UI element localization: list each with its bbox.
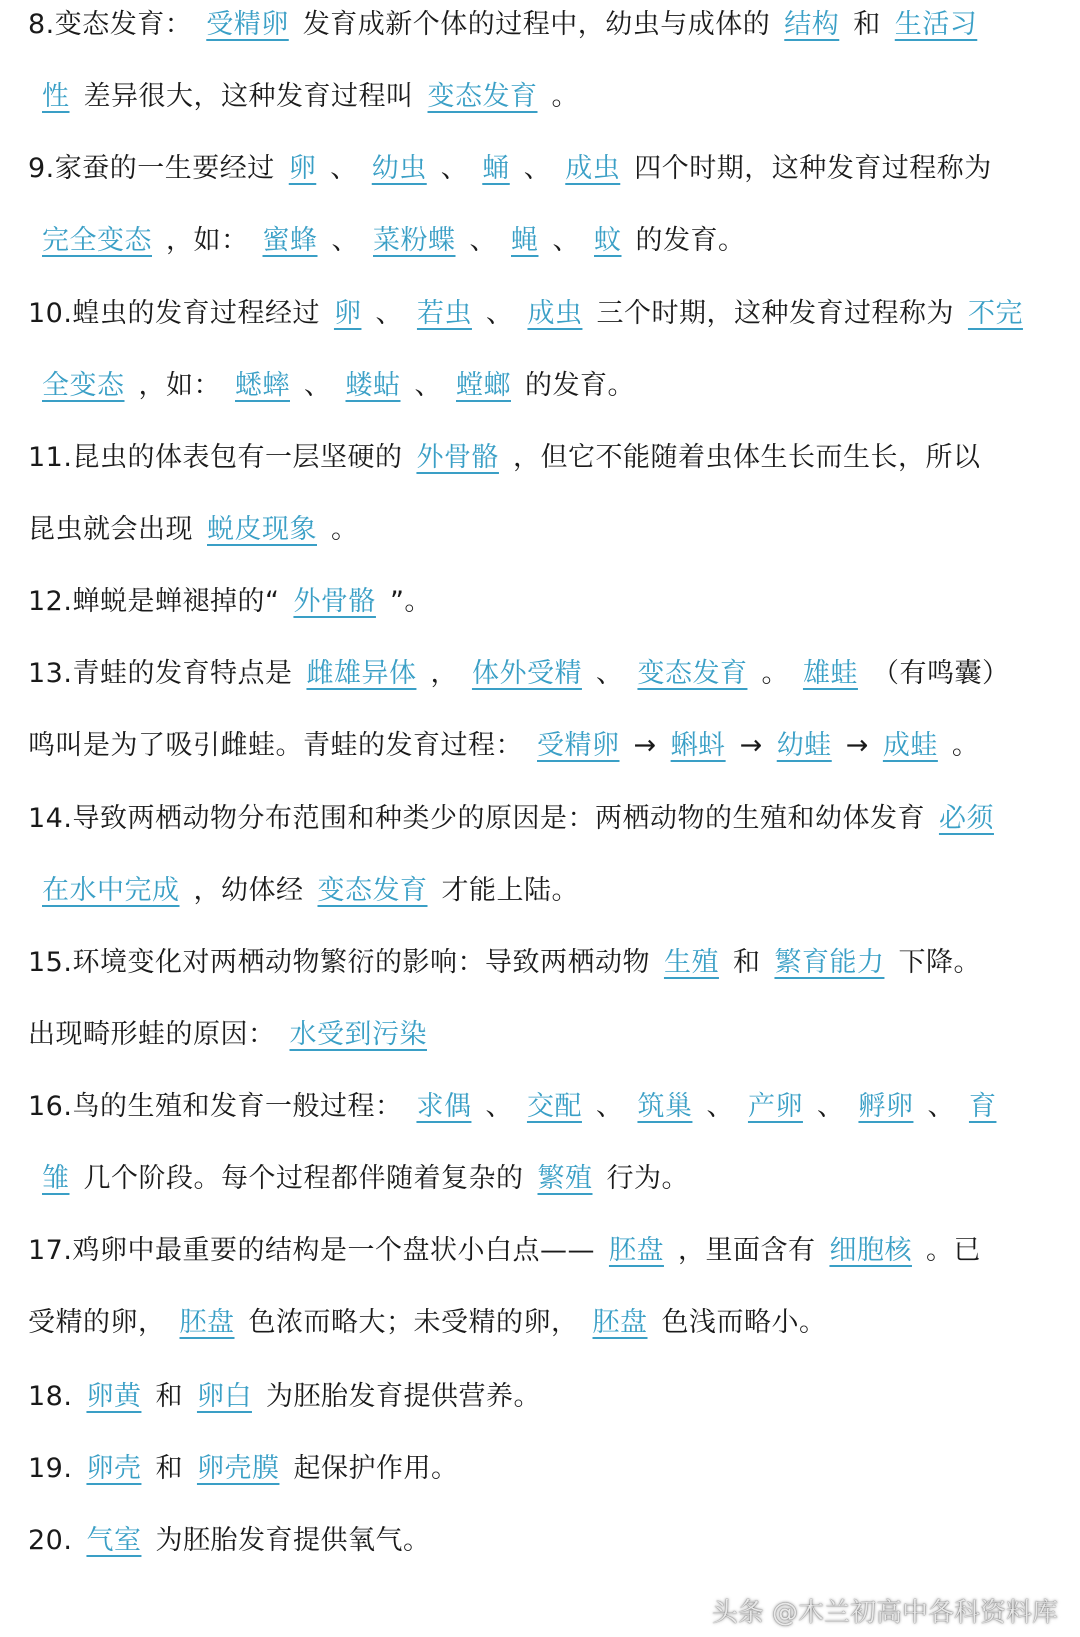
text-line [28, 5, 991, 45]
text-line [28, 1303, 827, 1343]
answer-blank: 外骨骼 [416, 442, 499, 473]
text-line [28, 1087, 1010, 1127]
answer-blank: 卵壳膜 [196, 1453, 280, 1484]
statement-text: 、 [414, 370, 442, 401]
answer-blank: 繁育能力 [774, 947, 885, 978]
statement-text: 。 [331, 514, 359, 545]
statement-text: 8.变态发育： [28, 9, 193, 40]
answer-blank: 变态发育 [317, 875, 428, 906]
statement-text: 和 [155, 1453, 183, 1484]
statement-text: 9.家蚕的一生要经过 [28, 153, 275, 184]
answer-blank: 求偶 [416, 1091, 472, 1122]
text-line [28, 1231, 981, 1271]
answer-blank: 交配 [526, 1091, 582, 1122]
statement-text: 和 [732, 947, 761, 978]
statement-text: 色浅而略小。 [661, 1307, 827, 1338]
statement-text: 、 [816, 1091, 845, 1122]
statement-text: 的发育。 [635, 225, 746, 256]
text-line [28, 726, 979, 766]
answer-blank: 变态发育 [637, 658, 748, 689]
statement-text: 、 [304, 370, 332, 401]
answer-blank: 蜜蜂 [262, 225, 318, 256]
statement-text: 、 [927, 1091, 955, 1122]
answer-blank: 生活习 [894, 9, 978, 40]
answer-blank: 雏 [42, 1163, 70, 1194]
answer-blank: 繁殖 [537, 1163, 593, 1194]
answer-blank: 卵 [333, 298, 362, 329]
statement-text: 、 [440, 153, 469, 184]
text-line [28, 654, 1009, 694]
text-line [28, 510, 359, 550]
statement-text: 鸣叫是为了吸引雌蛙。青蛙的发育过程： [28, 730, 523, 761]
answer-blank: 孵卵 [858, 1091, 914, 1122]
answer-blank: 成虫 [527, 298, 583, 329]
text-line [28, 366, 635, 406]
answer-blank: 成蛙 [882, 730, 938, 761]
statement-text: 13.青蛙的发育特点是 [28, 658, 293, 689]
answer-blank: 生殖 [663, 947, 719, 978]
statement-text: ，里面含有 [677, 1235, 816, 1266]
answer-blank: 必须 [938, 803, 994, 834]
text-line [28, 799, 1008, 839]
text-line [28, 149, 992, 189]
statement-text: 四个时期，这种发育过程称为 [634, 153, 992, 184]
text-line [28, 1449, 458, 1489]
answer-blank: 胚盘 [608, 1235, 664, 1266]
statement-text: 、 [595, 658, 624, 689]
statement-text: ，但它不能随着虫体生长而生长，所以 [512, 442, 981, 473]
text-line [28, 943, 981, 983]
answer-blank: 变态发育 [427, 81, 538, 112]
statement-text: 18. [28, 1381, 73, 1412]
answer-blank: 蜕皮现象 [207, 514, 317, 545]
answer-blank: 蚊 [594, 225, 622, 256]
answer-blank: 不完 [967, 298, 1023, 329]
answer-blank: 胚盘 [592, 1307, 648, 1338]
text-line [28, 77, 579, 117]
statement-text: 、 [485, 298, 514, 329]
statement-text: → [739, 730, 763, 761]
statement-text: 、 [523, 153, 552, 184]
answer-blank: 卵黄 [86, 1381, 142, 1412]
statement-text: 。已 [925, 1235, 981, 1266]
answer-blank: 蝼蛄 [345, 370, 401, 401]
answer-blank: 细胞核 [829, 1235, 912, 1266]
statement-text: 20. [28, 1525, 73, 1556]
statement-text: 昆虫就会出现 [28, 514, 193, 545]
statement-text: 14.导致两栖动物分布范围和种类少的原因是：两栖动物的生殖和幼体发育 [28, 803, 925, 834]
statement-text: 。 [761, 658, 789, 689]
statement-text: 出现畸形蛙的原因： [28, 1019, 276, 1050]
statement-text: 12.蝉蜕是蝉褪掉的“ [28, 586, 280, 617]
statement-text: 、 [485, 1091, 513, 1122]
text-line [28, 1521, 430, 1561]
statement-text: 、 [552, 225, 580, 256]
answer-blank: 菜粉蝶 [373, 225, 456, 256]
statement-text: 、 [375, 298, 403, 329]
statement-text: 才能上陆。 [441, 875, 579, 906]
statement-text: ，如： [166, 225, 249, 256]
answer-blank: 卵壳 [86, 1453, 142, 1484]
statement-text: 11.昆虫的体表包有一层坚硬的 [28, 442, 403, 473]
statement-text: 、 [330, 153, 358, 184]
statement-text: 受精的卵， [28, 1307, 166, 1338]
answer-blank: 蛹 [482, 153, 510, 184]
answer-blank: 受精卵 [206, 9, 289, 40]
answer-blank: 受精卵 [537, 730, 620, 761]
text-line [28, 1159, 689, 1199]
statement-text: 发育成新个体的过程中，幼虫与成体的 [302, 9, 771, 40]
text-line [28, 871, 579, 911]
statement-text: ， [430, 658, 458, 689]
answer-blank: 水受到污染 [289, 1019, 427, 1050]
statement-text: 。 [951, 730, 980, 761]
statement-text: 起保护作用。 [293, 1453, 459, 1484]
answer-blank: 外骨骼 [293, 586, 376, 617]
statement-text: 下降。 [898, 947, 981, 978]
answer-blank: 幼虫 [371, 153, 427, 184]
answer-blank: 卵 [288, 153, 317, 184]
text-line [28, 438, 980, 478]
statement-text: （有鸣囊） [871, 658, 1010, 689]
statement-text: ”。 [389, 586, 432, 617]
statement-text: 10.蝗虫的发育过程经过 [28, 298, 320, 329]
statement-text: 几个阶段。每个过程都伴随着复杂的 [83, 1163, 524, 1194]
statement-text: 15.环境变化对两栖动物繁衍的影响：导致两栖动物 [28, 947, 650, 978]
answer-blank: 雌雄异体 [306, 658, 417, 689]
statement-text: 、 [331, 225, 359, 256]
statement-text: 差异很大，这种发育过程叫 [83, 81, 414, 112]
statement-text: 三个时期，这种发育过程称为 [596, 298, 954, 329]
text-line [28, 1377, 541, 1417]
text-line [28, 221, 746, 261]
answer-blank: 体外受精 [471, 658, 582, 689]
answer-blank: 完全变态 [42, 225, 152, 256]
statement-text: 和 [853, 9, 881, 40]
statement-text: 的发育。 [525, 370, 635, 401]
statement-text: 为胚胎发育提供营养。 [265, 1381, 541, 1412]
text-line [28, 582, 432, 622]
answer-blank: 蝇 [511, 225, 539, 256]
answer-blank: 在水中完成 [42, 875, 180, 906]
answer-blank: 性 [42, 81, 70, 112]
text-line [28, 1015, 441, 1055]
answer-blank: 全变态 [42, 370, 125, 401]
statement-text: 。 [551, 81, 579, 112]
answer-blank: 幼蛙 [776, 730, 832, 761]
answer-blank: 胚盘 [179, 1307, 235, 1338]
statement-text: ，幼体经 [193, 875, 304, 906]
answer-blank: 卵白 [196, 1381, 252, 1412]
answer-blank: 成虫 [565, 153, 621, 184]
statement-text: ，如： [138, 370, 221, 401]
statement-text: 17.鸡卵中最重要的结构是一个盘状小白点—— [28, 1235, 595, 1266]
statement-text: → [633, 730, 657, 761]
statement-text: 行为。 [606, 1163, 689, 1194]
answer-blank: 筑巢 [637, 1091, 693, 1122]
statement-text: 为胚胎发育提供氧气。 [155, 1525, 431, 1556]
answer-blank: 育 [968, 1091, 997, 1122]
statement-text: → [845, 730, 869, 761]
statement-text: 、 [706, 1091, 734, 1122]
answer-blank: 产卵 [747, 1091, 803, 1122]
statement-text: 19. [28, 1453, 73, 1484]
answer-blank: 螳螂 [456, 370, 511, 401]
answer-blank: 蟋蟀 [235, 370, 290, 401]
answer-blank: 雄蛙 [802, 658, 858, 689]
answer-blank: 蝌蚪 [670, 730, 726, 761]
statement-text: 和 [155, 1381, 183, 1412]
statement-text: 、 [469, 225, 497, 256]
answer-blank: 若虫 [416, 298, 472, 329]
watermark: 头条 @木兰初高中各科资料库 [711, 1598, 1058, 1628]
statement-text: 色浓而略大；未受精的卵， [248, 1307, 579, 1338]
statement-text: 16.鸟的生殖和发育一般过程： [28, 1091, 403, 1122]
statement-text: 、 [595, 1091, 624, 1122]
text-line [28, 294, 1037, 334]
answer-blank: 结构 [784, 9, 840, 40]
answer-blank: 气室 [86, 1525, 142, 1556]
